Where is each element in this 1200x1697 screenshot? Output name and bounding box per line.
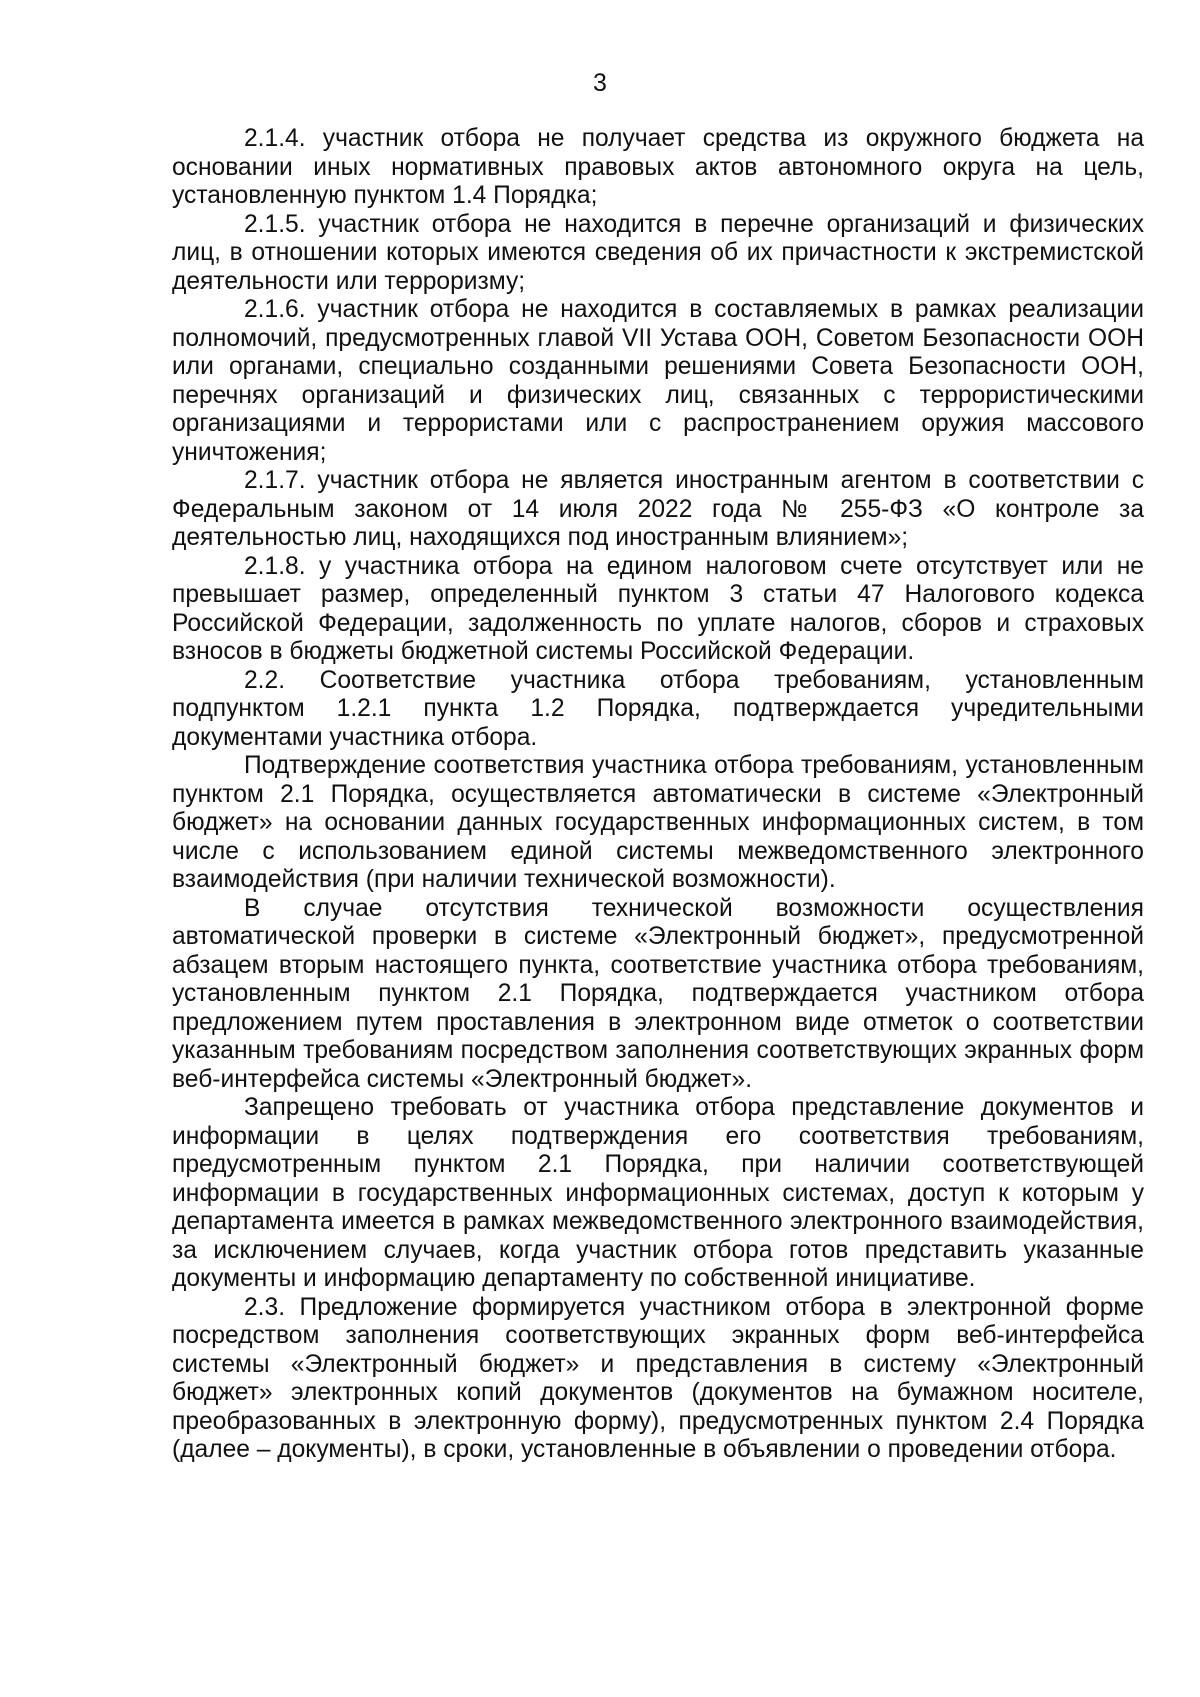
paragraph-2-1-6: 2.1.6. участник отбора не находится в составляемых в рамках реализации полномочий, предусмотренных главой VII Устава ООН, Советом Безопасности ООН или органами, специально созданными решениями Совета Безопасности ООН, перечнях организаций и физических лиц, связанных с террористическими организациями и террористами или с распространением оружия массового уничтожения; xyxy=(172,296,1144,466)
paragraph-2-1-5: 2.1.5. участник отбора не находится в перечне организаций и физических лиц, в отношении которых имеются сведения об их причастности к экстремистской деятельности или терроризму; xyxy=(172,210,1144,295)
paragraph-2-2-no-technical-possibility: В случае отсутствия технической возможности осуществления автоматической проверки в системе «Электронный бюджет», предусмотренной абзацем вторым настоящего пункта, соответствие участника отбора требованиям, установленным пунктом 2.1 Порядка, подтверждается участником отбора предложением путем проставления в электронном виде отметок о соответствии указанным требованиям посредством заполнения соответствующих экранных форм веб-интерфейса системы «Электронный бюджет». xyxy=(172,894,1144,1093)
paragraph-2-1-4: 2.1.4. участник отбора не получает средства из окружного бюджета на основании иных нормативных правовых актов автономного округа на цель, установленную пунктом 1.4 Порядка; xyxy=(172,125,1144,209)
paragraph-2-2-prohibition: Запрещено требовать от участника отбора представление документов и информации в целях подтверждения его соответствия требованиям, предусмотренным пунктом 2.1 Порядка, при наличии соответствующей информации в государственных информационных системах, доступ к которым у департамента имеется в рамках межведомственного электронного взаимодействия, за исключением случаев, когда участник отбора готов представить указанные документы и информацию департаменту по собственной инициативе. xyxy=(172,1094,1144,1292)
paragraph-2-2-confirmation: Подтверждение соответствия участника отбора требованиям, установленным пунктом 2.1 Порядка, осуществляется автоматически в системе «Электронный бюджет» на основании данных государственных информационных систем, в том числе с использованием единой системы межведомственного электронного взаимодействия (при наличии технической возможности). xyxy=(172,752,1144,893)
paragraph-2-3: 2.3. Предложение формируется участником отбора в электронной форме посредством заполнения соответствующих экранных форм веб-интерфейса системы «Электронный бюджет» и представления в систему «Электронный бюджет» электронных копий документов (документов на бумажном носителе, преобразованных в электронную форму), предусмотренных пунктом 2.4 Порядка (далее – документы), в сроки, установленные в объявлении о проведении отбора. xyxy=(172,1293,1144,1463)
paragraph-2-2: 2.2. Соответствие участника отбора требованиям, установленным подпунктом 1.2.1 пункта 1.2 Порядка, подтверждается учредительными документами участника отбора. xyxy=(172,666,1144,751)
document-body xyxy=(172,125,1144,1465)
page-number: 3 xyxy=(593,69,607,97)
paragraph-2-1-8: 2.1.8. у участника отбора на едином налоговом счете отсутствует или не превышает размер, определенный пунктом 3 статьи 47 Налогового кодекса Российской Федерации, задолженность по уплате налогов, сборов и страховых взносов в бюджеты бюджетной системы Российской Федерации. xyxy=(172,552,1144,665)
paragraph-2-1-7: 2.1.7. участник отбора не является иностранным агентом в соответствии с Федеральным законом от 14 июля 2022 года № 255-ФЗ «О контроле за деятельностью лиц, находящихся под иностранным влиянием»; xyxy=(172,467,1144,551)
